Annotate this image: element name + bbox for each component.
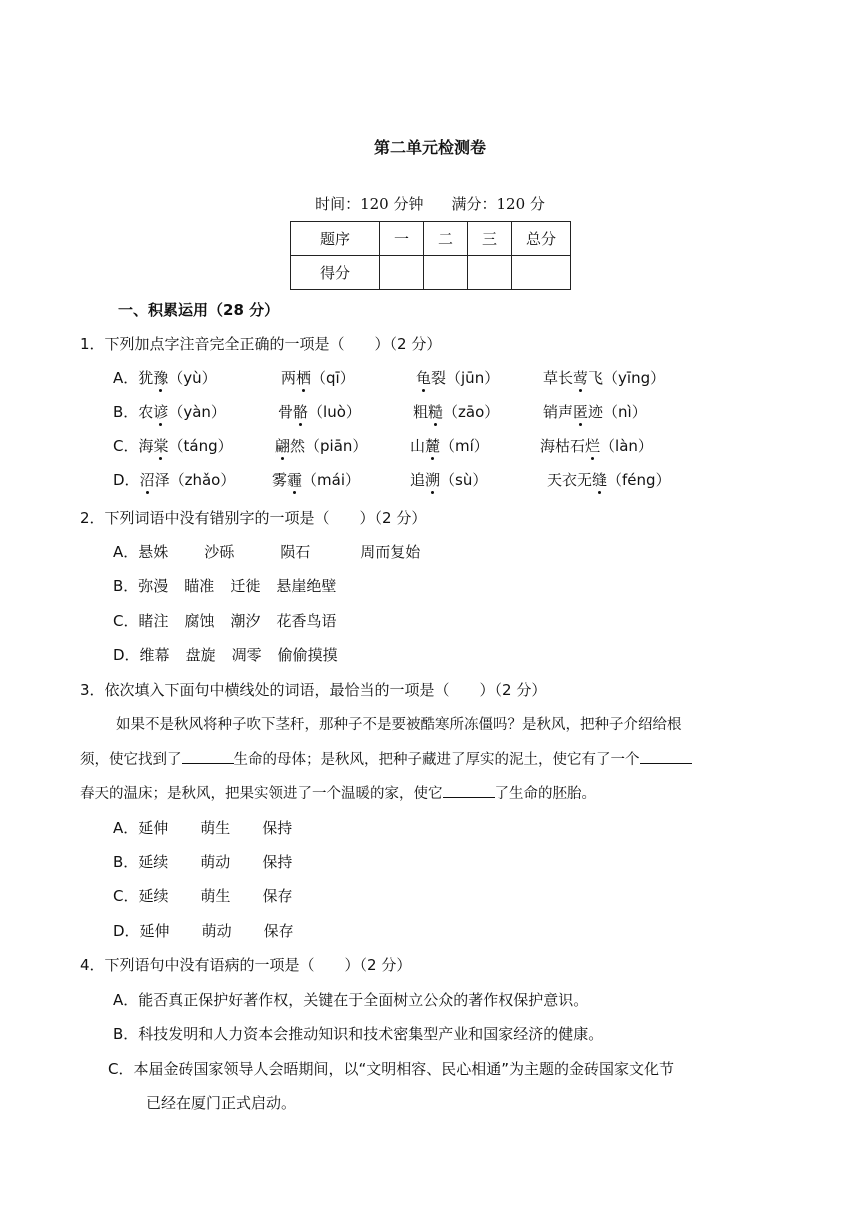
score-cell	[380, 256, 424, 290]
score-cell	[512, 256, 571, 290]
q2-option-c: C．睹注 腐蚀 潮汐 花香鸟语	[113, 612, 337, 630]
q3-option-c: C．延续 萌生 保存	[113, 887, 293, 905]
q3-option-b: B．延续 萌动 保持	[113, 853, 293, 871]
q1-option-d-item2: 雾霾（mái）	[272, 471, 361, 489]
score-table-header-row	[291, 222, 571, 256]
exam-meta	[0, 193, 860, 214]
q1-option-b-item2: 骨骼（luò）	[278, 403, 361, 421]
header-cell: 一	[380, 222, 424, 256]
question-1-stem: 1．下列加点字注音完全正确的一项是（ ）（2 分）	[80, 335, 442, 353]
q1-option-a-item4: 草长莺飞（yīng）	[543, 369, 666, 387]
section-heading: 一、积累运用（28 分）	[118, 301, 280, 319]
q1-option-d: D．沼泽（zhǎo）	[113, 471, 236, 489]
q4-option-c-continued: 已经在厦门正式启动。	[146, 1094, 297, 1112]
score-table	[290, 221, 571, 290]
q3-passage-line-2: 须，使它找到了 生命的母体；是秋风，把种子藏进了厚实的泥土，使它有了一个	[80, 748, 692, 769]
q2-option-d: D．维幕 盘旋 凋零 偷偷摸摸	[113, 646, 338, 664]
question-2-stem: 2．下列词语中没有错别字的一项是（ ）（2 分）	[80, 509, 427, 527]
q1-option-a-item3: 龟裂（jūn）	[416, 369, 500, 387]
time-limit: 时间：120 分钟	[315, 195, 424, 213]
q1-option-d-item4: 天衣无缝（féng）	[547, 471, 671, 489]
q3-option-a: A．延伸 萌生 保持	[113, 819, 293, 837]
question-4-stem: 4．下列语句中没有语病的一项是（ ）（2 分）	[80, 956, 412, 974]
q2-option-a: A．悬姝 沙砾 陨石 周而复始	[113, 543, 421, 561]
header-cell: 二	[424, 222, 468, 256]
fill-blank[interactable]	[443, 785, 495, 798]
full-score: 满分：120 分	[451, 195, 545, 213]
header-cell: 题序	[291, 222, 380, 256]
q4-option-c: C．本届金砖国家领导人会晤期间，以“文明相容、民心相通”为主题的金砖国家文化节	[108, 1060, 675, 1078]
row-label: 得分	[291, 256, 380, 290]
fill-blank[interactable]	[182, 751, 234, 764]
q1-option-c-item2: 翩然（piān）	[275, 437, 368, 455]
q3-passage-line-3: 春天的温床；是秋风，把果实领进了一个温暖的家，使它 了生命的胚胎。	[80, 786, 596, 802]
q1-option-a: A．犹豫（yù）	[113, 369, 217, 387]
score-cell	[424, 256, 468, 290]
q4-option-a: A．能否真正保护好著作权，关键在于全面树立公众的著作权保护意识。	[113, 991, 589, 1009]
header-cell: 三	[468, 222, 512, 256]
q1-option-c: C．海棠（táng）	[113, 437, 233, 455]
q1-option-c-item4: 海枯石烂（làn）	[540, 437, 653, 455]
q1-option-b-item3: 粗糙（zāo）	[413, 403, 500, 421]
q3-passage-line-1: 如果不是秋风将种子吹下茎秆，那种子不是要被酷寒所冻僵吗？是秋风，把种子介绍给根	[116, 717, 682, 733]
q1-option-a-item2: 两栖（qī）	[281, 369, 355, 387]
score-cell	[468, 256, 512, 290]
q1-option-c-item3: 山麓（mí）	[410, 437, 489, 455]
score-table-score-row	[291, 256, 571, 290]
q4-option-b: B．科技发明和人力资本会推动知识和技术密集型产业和国家经济的健康。	[113, 1025, 604, 1043]
q1-option-d-item3: 追溯（sù）	[410, 471, 488, 489]
q1-option-b: B．农谚（yàn）	[113, 403, 226, 421]
question-3-stem: 3．依次填入下面句中横线处的词语，最恰当的一项是（ ）（2 分）	[80, 681, 547, 699]
header-cell: 总分	[512, 222, 571, 256]
q3-option-d: D．延伸 萌动 保存	[113, 922, 294, 940]
q1-option-b-item4: 销声匿迹（nì）	[543, 403, 647, 421]
fill-blank[interactable]	[640, 751, 692, 764]
q2-option-b: B．弥漫 瞄准 迁徙 悬崖绝壁	[113, 577, 337, 595]
page-title: 第二单元检测卷	[373, 138, 486, 157]
